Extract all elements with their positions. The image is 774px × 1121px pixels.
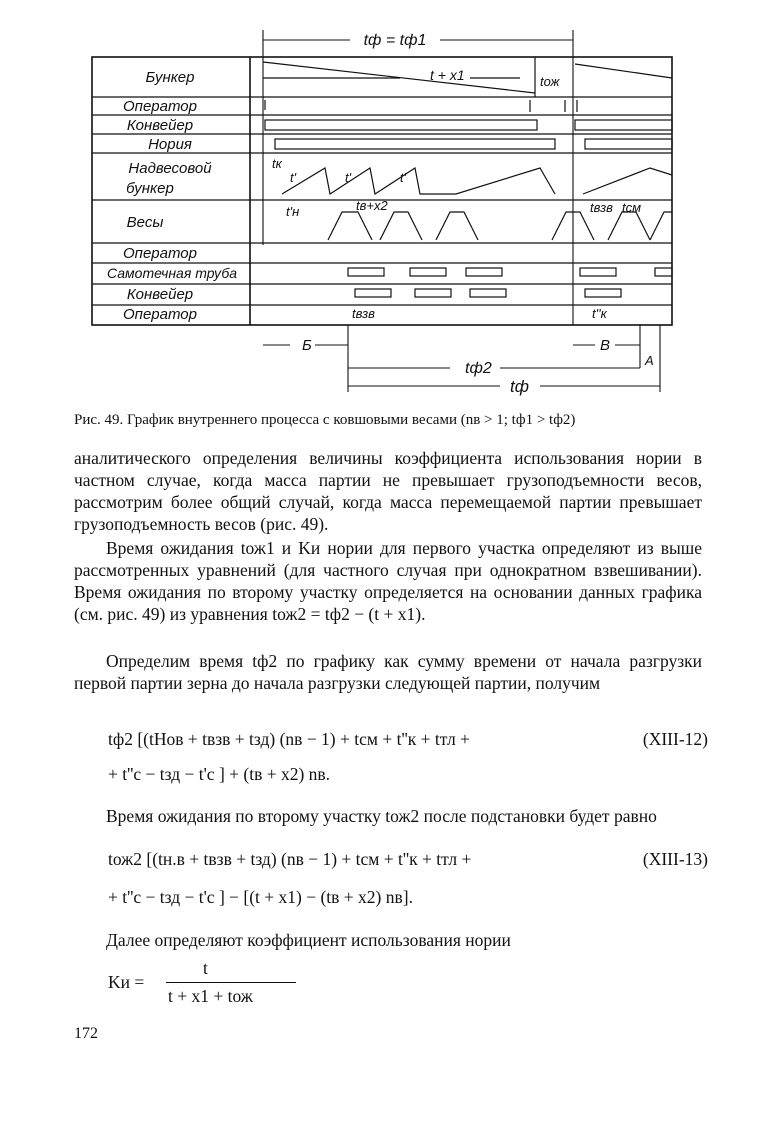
paragraph-4: Время ожидания по второму участку tож2 после подстановки будет равно [106, 806, 657, 826]
label-v: В [600, 337, 611, 354]
paragraph-2: Время ожидания tож1 и Kи нории для первого участка определяют из выше рассмотренных уравнений (для частного случая при однократном взвешивании). Время ожидания по второму участку определяется на основании данных графика (см. рис. 49) из уравнения tож2 = tф2 − (t + x1). [74, 538, 702, 624]
paragraph-3: Определим время tф2 по графику как сумму времени от начала разгрузки первой партии зерна до начала разгрузки следующей партии, получим [74, 651, 702, 693]
equation-xiii-13-line1 [108, 849, 708, 871]
label-t-k2: t''к [592, 306, 607, 321]
fraction-bar [166, 982, 296, 983]
row-label-chute: Самотечная труба [107, 265, 237, 281]
label-a: А [645, 353, 654, 368]
row-label-operator-3: Оператор [123, 306, 197, 323]
equation-body: + t''с − tзд − t'с ] − [(t + x1) − (tв + x2) nв]. [108, 887, 413, 907]
label-b: Б [302, 337, 312, 354]
process-timing-diagram [0, 0, 774, 405]
row-label-operator-2: Оператор [123, 245, 197, 262]
label-t-prime-1: t' [290, 170, 297, 185]
paragraph-5: Далее определяют коэффициент использования нории [106, 930, 511, 950]
page-number: 172 [74, 1025, 98, 1042]
equation-number: (XIII-13) [642, 849, 708, 869]
label-tb-x2: tв+x2 [356, 198, 388, 213]
row-label-over-scale-bunker-2: бункер [126, 180, 174, 197]
row-label-over-scale-bunker: Надвесовой [128, 160, 212, 177]
equation-body: tож2 [(tн.в + tвзв + tзд) (nв − 1) + tсм + t''к + tтл + [108, 849, 472, 869]
label-t-n: t'н [286, 204, 300, 219]
label-tf2: tф2 [465, 360, 492, 377]
label-tf: tф [510, 377, 529, 396]
label-t-wait: tож [540, 74, 560, 89]
row-label-conveyor-1: Конвейер [126, 117, 194, 134]
label-t-vzv: tвзв [590, 200, 613, 215]
ki-lhs: Kи = [108, 972, 145, 992]
equation-xiii-12-line2 [108, 764, 708, 786]
row-label-scales: Весы [126, 214, 164, 231]
label-t-k: tк [272, 156, 282, 171]
ki-denominator: t + x1 + tож [168, 986, 253, 1006]
figure-caption: Рис. 49. График внутреннего процесса с ковшовыми весами (nв > 1; tф1 > tф2) [74, 412, 576, 428]
equation-xiii-12-line1 [108, 729, 708, 751]
label-t-vzv-bottom: tвзв [352, 306, 375, 321]
equation-body: + t''с − tзд − t'с ] + (tв + x2) nв. [108, 764, 331, 784]
row-label-operator-1: Оператор [123, 98, 197, 115]
row-label-noria: Нория [148, 136, 192, 153]
ki-formula [108, 958, 308, 1018]
label-t-x1: t + x1 [430, 67, 465, 83]
label-t-sm: tсм [622, 200, 642, 215]
paragraph-1: аналитического определения величины коэффициента использования нории в частном случае, когда масса партии не превышает грузоподъемности весов, рассмотрим более общий случай, когда масса перемещаемой партии превышает грузоподъемность весов (рис. 49). [74, 448, 702, 534]
equation-body: tф2 [(tНов + tвзв + tзд) (nв − 1) + tсм + t''к + tтл + [108, 729, 470, 749]
row-label-bunker: Бункер [145, 69, 195, 86]
row-label-conveyor-2: Конвейер [126, 286, 194, 303]
equation-number: (XIII-12) [642, 729, 708, 749]
label-t-prime-3: t' [400, 170, 407, 185]
label-t-prime-2: t' [345, 170, 352, 185]
equation-xiii-13-line2 [108, 887, 708, 909]
label-tf-top: tф = tф1 [363, 32, 427, 49]
ki-numerator: t [203, 958, 208, 978]
